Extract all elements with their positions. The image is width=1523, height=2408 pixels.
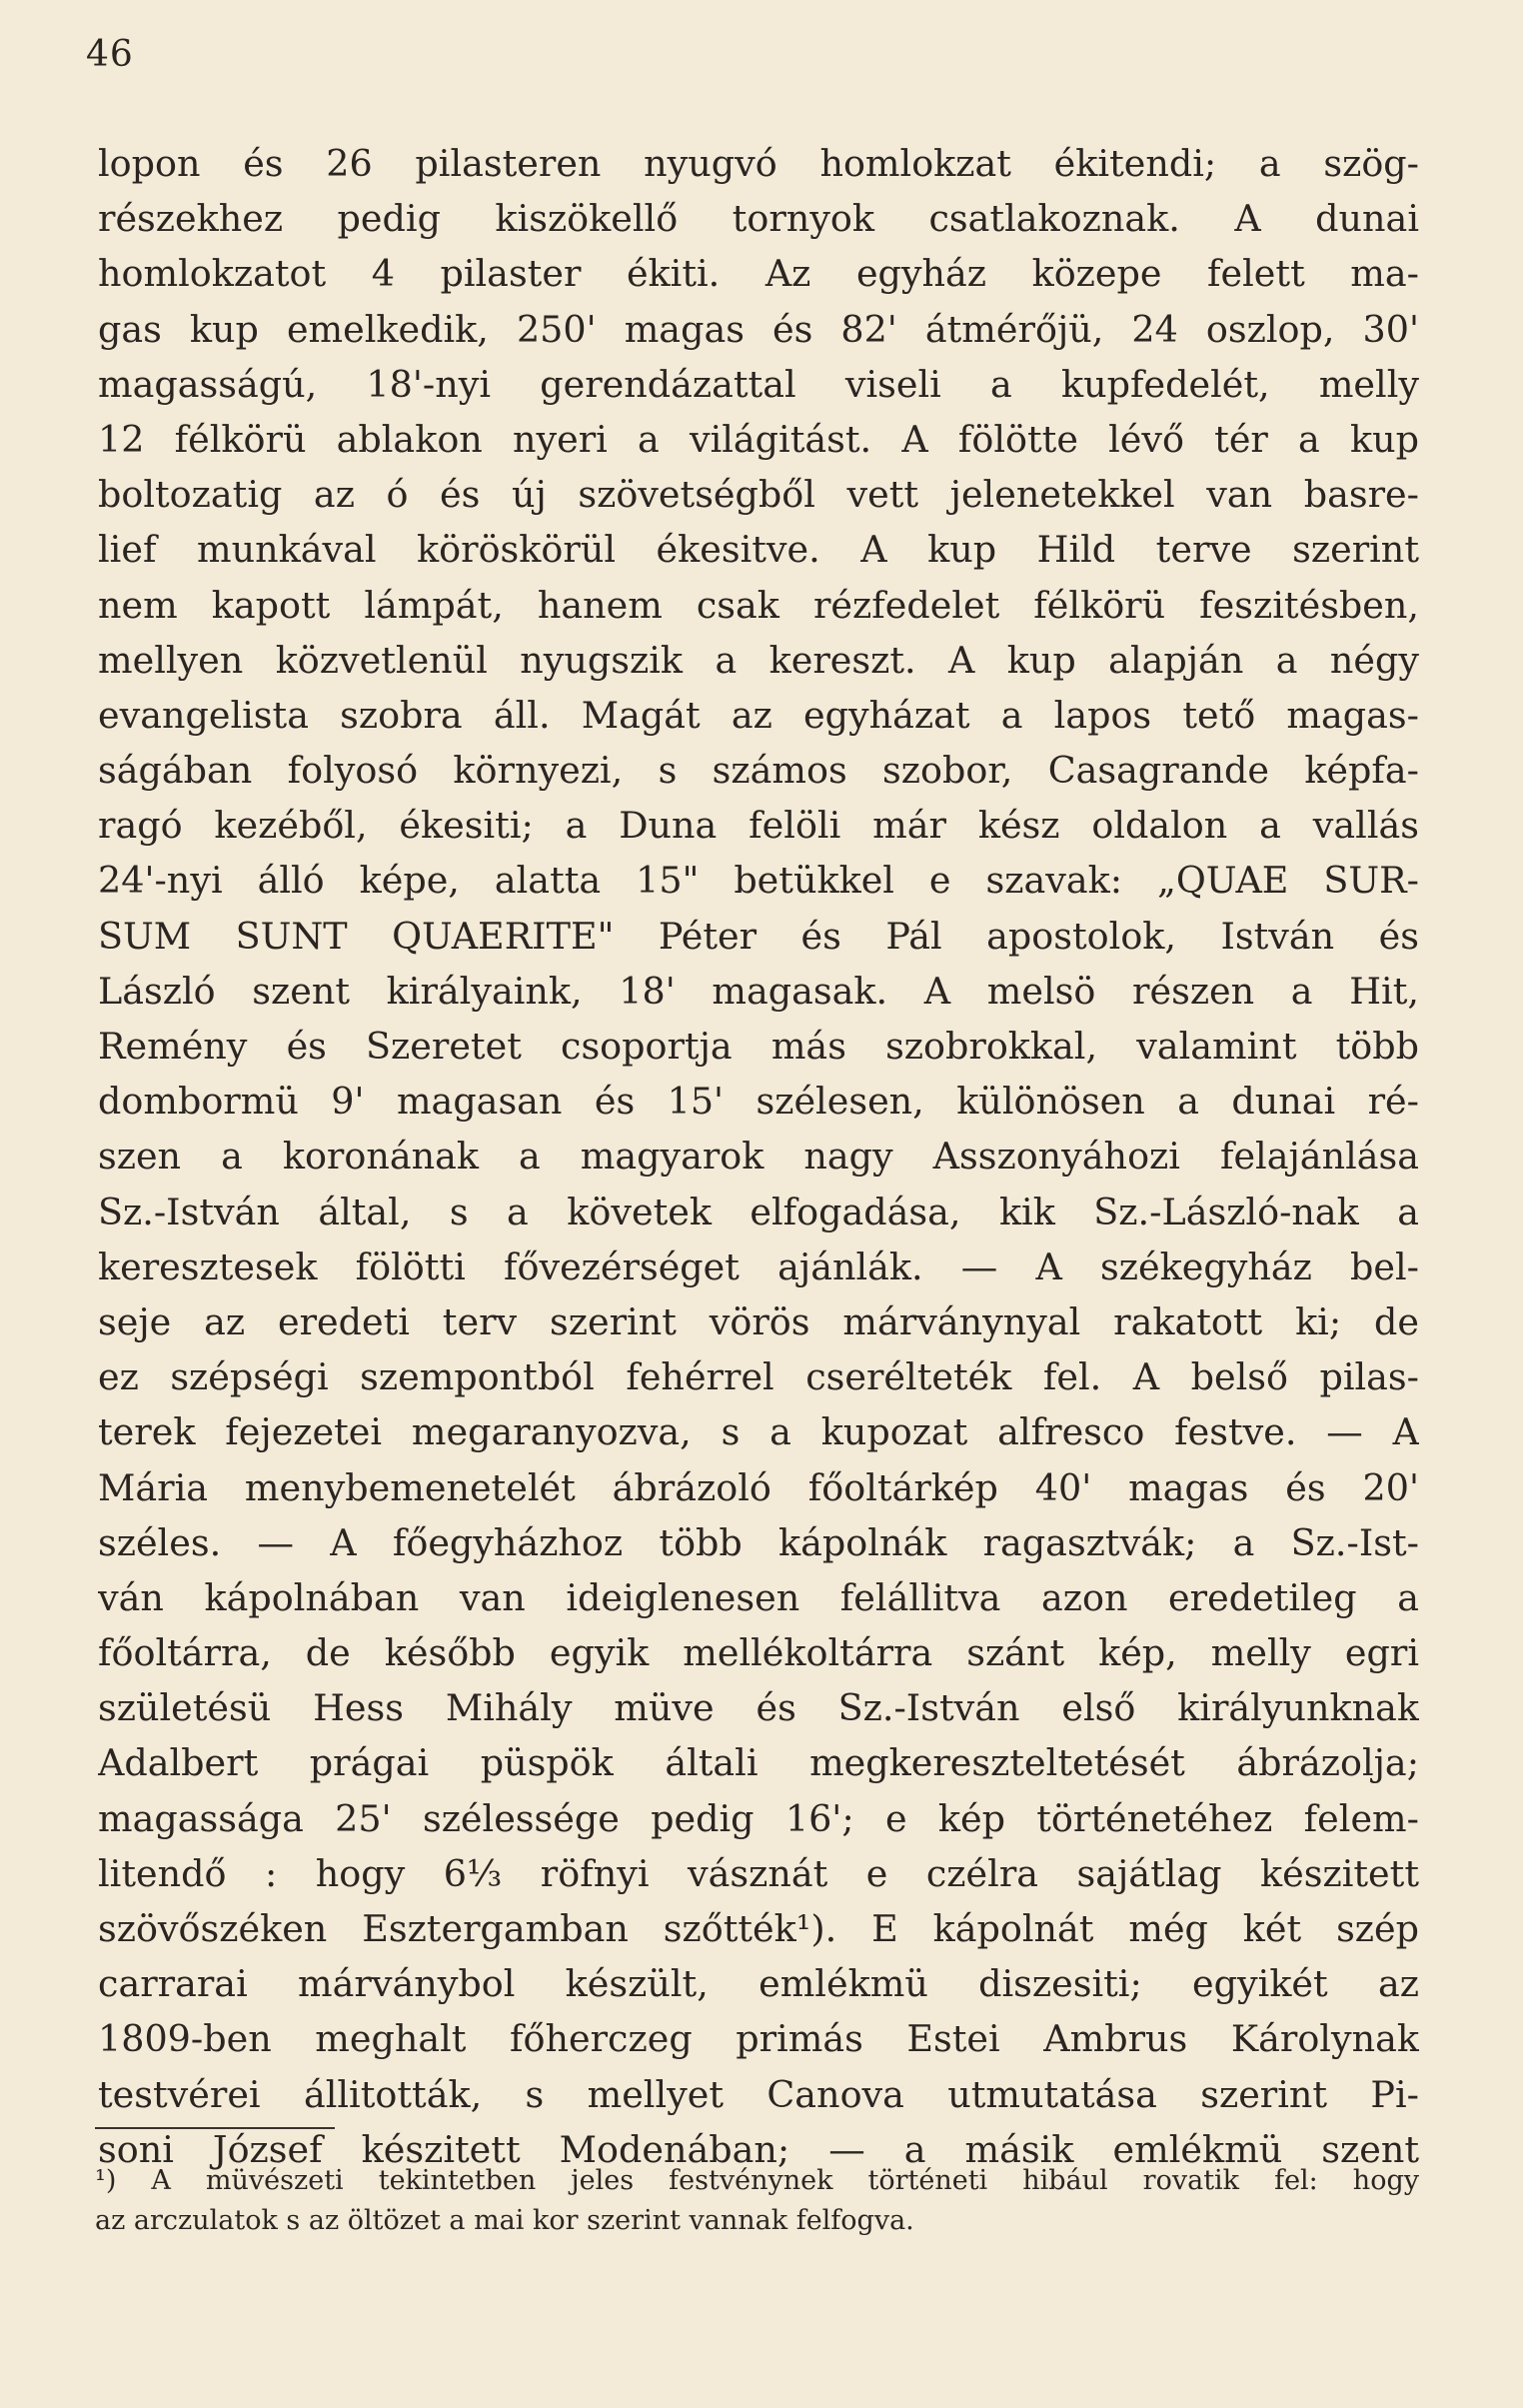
text-line: dombormü 9' magasan és 15' szélesen, különösen a dunai ré- bbox=[98, 1080, 1419, 1124]
text-line: keresztesek fölötti fővezérséget ajánlák. — A székegyház bel- bbox=[98, 1244, 1419, 1288]
text-line: szövőszéken Esztergamban szőtték¹). E kápolnát még két szép bbox=[98, 1907, 1419, 1950]
text-line: carrarai márványbol készült, emlékmü diszesiti; egyikét az bbox=[98, 1962, 1419, 2006]
text-line: litendő : hogy 6⅓ röfnyi vásznát e czélra sajátlag készitett bbox=[98, 1851, 1419, 1895]
text-line: lief munkával köröskörül ékesitve. A kup Hild terve szerint bbox=[98, 528, 1419, 572]
text-line: ván kápolnában van ideiglenesen felállitva azon eredetileg a bbox=[98, 1575, 1419, 1619]
text-line: lopon és 26 pilasteren nyugvó homlokzat ékitendi; a szög- bbox=[98, 142, 1419, 185]
text-line: szen a koronának a magyarok nagy Asszonyáhozi felajánlása bbox=[98, 1135, 1419, 1179]
text-line: ez szépségi szempontból fehérrel cserélteték fel. A belső pilas- bbox=[98, 1355, 1419, 1399]
body-text bbox=[98, 136, 1419, 2177]
page-number: 46 bbox=[86, 34, 134, 75]
text-line: nem kapott lámpát, hanem csak rézfedelet félkörü feszitésben, bbox=[98, 583, 1419, 627]
text-line: főoltárra, de később egyik mellékoltárra szánt kép, melly egri bbox=[98, 1631, 1419, 1675]
text-line: soni József készitett Modenában; — a másik emlékmü szent bbox=[98, 2127, 1419, 2171]
text-line: részekhez pedig kiszökellő tornyok csatlakoznak. A dunai bbox=[98, 197, 1419, 241]
footnote-line: ¹) A müvészeti tekintetben jeles festvénynek történeti hibául rovatik fel: hogy bbox=[95, 2165, 1419, 2196]
text-line: magasságú, 18'-nyi gerendázattal viseli a kupfedelét, melly bbox=[98, 362, 1419, 406]
text-line: 1809-ben meghalt főherczeg primás Estei Ambrus Károlynak bbox=[98, 2017, 1419, 2061]
text-line: 24'-nyi álló képe, alatta 15" betükkel e szavak: „QUAE SUR- bbox=[98, 859, 1419, 903]
text-line: 12 félkörü ablakon nyeri a világitást. A fölötte lévő tér a kup bbox=[98, 417, 1419, 461]
text-line: ságában folyosó környezi, s számos szobor, Casagrande képfa- bbox=[98, 749, 1419, 793]
footnote-divider bbox=[95, 2127, 335, 2129]
text-line: mellyen közvetlenül nyugszik a kereszt. A kup alapján a négy bbox=[98, 638, 1419, 682]
text-line: testvérei állitották, s mellyet Canova utmutatása szerint Pi- bbox=[98, 2072, 1419, 2116]
text-line: gas kup emelkedik, 250' magas és 82' átmérőjü, 24 oszlop, 30' bbox=[98, 307, 1419, 351]
footnote-line: az arczulatok s az öltözet a mai kor szerint vannak felfogva. bbox=[95, 2205, 914, 2236]
text-line: széles. — A főegyházhoz több kápolnák ragasztvák; a Sz.-Ist- bbox=[98, 1520, 1419, 1564]
text-line: Mária menybemenetelét ábrázoló főoltárkép 40' magas és 20' bbox=[98, 1465, 1419, 1509]
text-line: terek fejezetei megaranyozva, s a kupozat alfresco festve. — A bbox=[98, 1410, 1419, 1454]
text-line: Adalbert prágai püspök általi megkereszteltetését ábrázolja; bbox=[98, 1741, 1419, 1785]
text-line: evangelista szobra áll. Magát az egyházat a lapos tető magas- bbox=[98, 693, 1419, 737]
text-line: születésü Hess Mihály müve és Sz.-István első királyunknak bbox=[98, 1686, 1419, 1730]
text-line: László szent királyaink, 18' magasak. A melsö részen a Hit, bbox=[98, 969, 1419, 1013]
text-line: magassága 25' szélessége pedig 16'; e kép történetéhez felem- bbox=[98, 1796, 1419, 1840]
text-line: boltozatig az ó és új szövetségből vett jelenetekkel van basre- bbox=[98, 473, 1419, 517]
text-line: Remény és Szeretet csoportja más szobrokkal, valamint több bbox=[98, 1025, 1419, 1068]
text-line: seje az eredeti terv szerint vörös márványnyal rakatott ki; de bbox=[98, 1299, 1419, 1343]
text-line: Sz.-István által, s a követek elfogadása, kik Sz.-László-nak a bbox=[98, 1190, 1419, 1233]
text-line: homlokzatot 4 pilaster ékiti. Az egyház közepe felett ma- bbox=[98, 252, 1419, 296]
text-line: SUM SUNT QUAERITE" Péter és Pál apostolok, István és bbox=[98, 914, 1419, 958]
footnote bbox=[95, 2161, 1419, 2241]
text-line: ragó kezéből, ékesiti; a Duna felöli már kész oldalon a vallás bbox=[98, 804, 1419, 848]
